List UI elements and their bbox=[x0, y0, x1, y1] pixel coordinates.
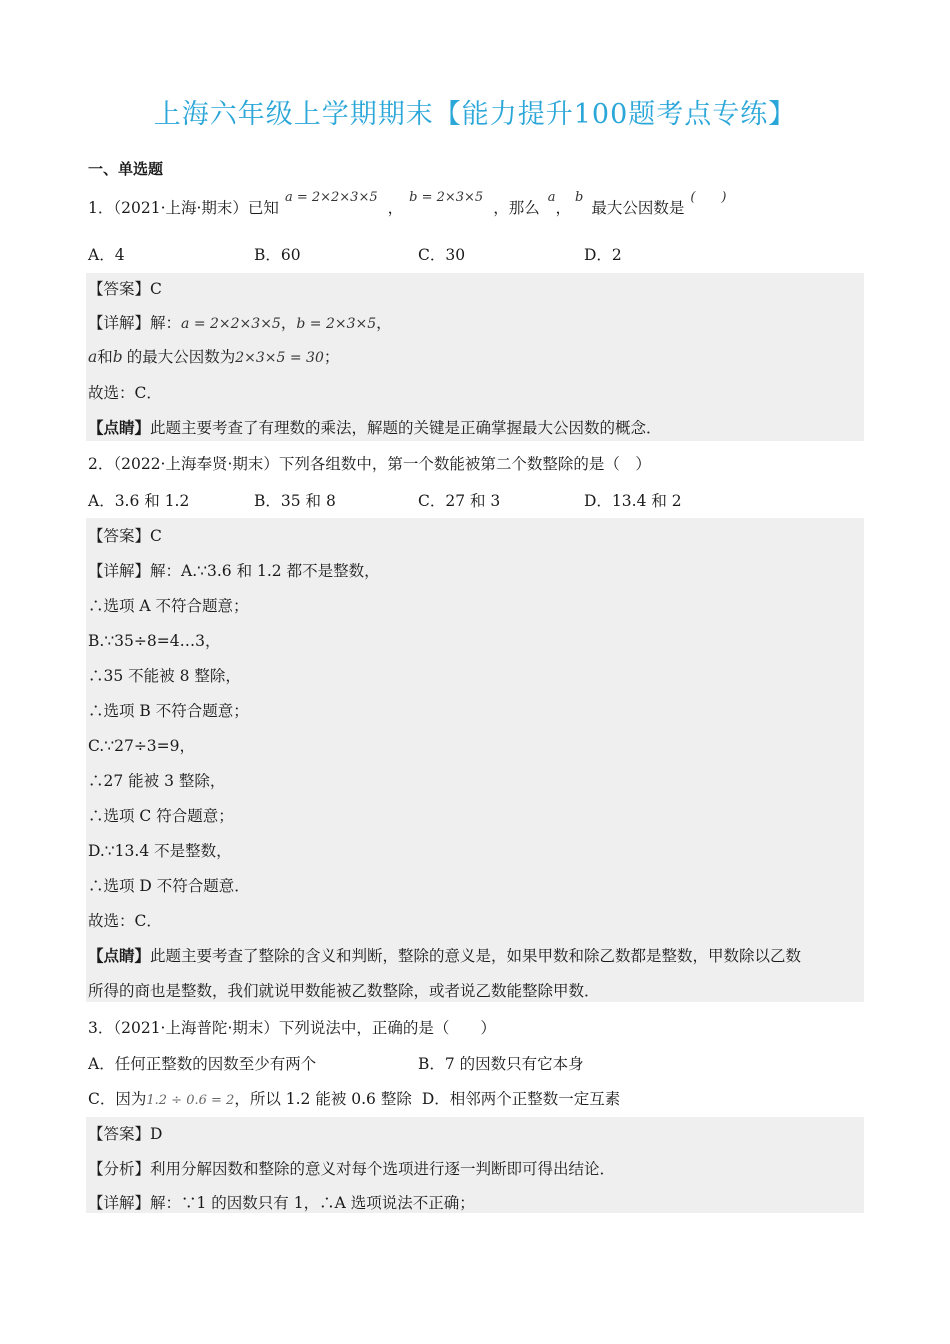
q1-detail-line2 bbox=[88, 345, 339, 367]
q2-solution-box bbox=[86, 518, 864, 1002]
q2-option-a: A．3.6 和 1.2 bbox=[88, 492, 190, 510]
q1-source: （2021·上海·期末）已知 bbox=[113, 199, 279, 217]
q2-detail-label: 【详解】 bbox=[88, 562, 151, 580]
q3-option-b: B．7 的因数只有它本身 bbox=[418, 1055, 584, 1073]
q1-paren: ( ) bbox=[690, 190, 727, 205]
q3-answer: 【答案】D bbox=[88, 1125, 163, 1143]
q1-expr-a: a = 2×2×3×5 bbox=[284, 190, 378, 205]
q1-point-text: 此题主要考查了有理数的乘法，解题的关键是正确掌握最大公因数的概念． bbox=[150, 419, 662, 437]
q1-option-d: D．2 bbox=[584, 246, 622, 264]
q1-option-c: C．30 bbox=[418, 246, 466, 264]
q2-line: D.∵13.4 不是整数， bbox=[88, 842, 232, 860]
q2-option-b: B．35 和 8 bbox=[254, 492, 336, 510]
q2-line: ∴35 不能被 8 整除， bbox=[88, 667, 241, 685]
q1-l2-expr: 2×3×5 = 30 bbox=[235, 350, 324, 366]
q1-detail-line1 bbox=[88, 311, 392, 333]
q1-point-label: 【点睛】 bbox=[88, 418, 151, 437]
q3-detail-text: 解：∵1 的因数只有 1，∴A 选项说法不正确； bbox=[150, 1194, 475, 1212]
q2-point-text1: 此题主要考查了整除的含义和判断，整除的意义是，如果甲数和除乙数都是整数，甲数除以乙数 bbox=[150, 947, 802, 965]
q1-detail-expr-b: b = 2×3×5 bbox=[296, 316, 377, 332]
q2-choose: 故选：C． bbox=[88, 912, 162, 930]
q1-choose: 故选：C． bbox=[88, 384, 162, 402]
q1-l2-text: 的最大公因数为 bbox=[126, 348, 236, 366]
q1-expr-b: b = 2×3×5 bbox=[409, 190, 484, 205]
q2-line: ∴选项 C 符合题意； bbox=[88, 807, 234, 825]
q1-detail-text: 解： bbox=[150, 314, 182, 332]
q1-l2-var-b: b bbox=[112, 348, 123, 366]
q1-option-b: B．60 bbox=[254, 246, 301, 264]
q1-var-b: b bbox=[575, 190, 584, 205]
q2-point-label: 【点睛】 bbox=[88, 946, 151, 965]
q2-option-c: C．27 和 3 bbox=[418, 492, 501, 510]
q2-line: ∴27 能被 3 整除， bbox=[88, 772, 226, 790]
q2-line: ∴选项 A 不符合题意； bbox=[88, 597, 249, 615]
q2-line: C.∵27÷3=9， bbox=[88, 737, 196, 755]
q1-l2-end: ； bbox=[323, 348, 340, 366]
q2-point-line2: 所得的商也是整数，我们就说甲数能被乙数整除，或者说乙数能整除甲数． bbox=[88, 982, 600, 1000]
q3-detail-label: 【详解】 bbox=[88, 1194, 151, 1212]
q1-detail-end: ， bbox=[376, 314, 392, 332]
q1-mid-text: ，那么 bbox=[493, 199, 540, 217]
q3-option-c-expr: 1.2 ÷ 0.6 = 2 bbox=[146, 1093, 235, 1108]
q1-option-a: A．4 bbox=[88, 246, 125, 264]
q1-tail: 最大公因数是 bbox=[591, 199, 685, 217]
q2-line: B.∵35÷8=4…3， bbox=[88, 632, 221, 650]
q1-point bbox=[88, 416, 662, 438]
q2-answer: 【答案】C bbox=[88, 527, 162, 545]
q3-analysis-text: 利用分解因数和整除的意义对每个选项进行逐一判断即可得出结论． bbox=[150, 1160, 616, 1178]
question-1-options bbox=[88, 243, 622, 265]
q3-analysis bbox=[88, 1157, 615, 1179]
q2-option-d: D．13.4 和 2 bbox=[584, 492, 682, 510]
q1-comma: ， bbox=[387, 199, 404, 217]
q3-option-c-post: ，所以 1.2 能被 0.6 整除 bbox=[234, 1090, 412, 1108]
q2-detail-line bbox=[88, 559, 380, 581]
section-heading: 一、单选题 bbox=[88, 160, 164, 178]
q3-solution-box bbox=[86, 1117, 864, 1213]
q3-analysis-label: 【分析】 bbox=[88, 1160, 151, 1178]
q1-detail-sep: ， bbox=[280, 314, 297, 332]
q2-line: ∴选项 D 不符合题意． bbox=[88, 877, 250, 895]
q1-var-a: a bbox=[547, 190, 556, 205]
q1-l2-and: 和 bbox=[97, 348, 113, 366]
q1-number: 1． bbox=[88, 199, 114, 217]
q3-option-a: A．任何正整数的因数至少有两个 bbox=[88, 1055, 317, 1073]
q2-line: ∴选项 B 不符合题意； bbox=[88, 702, 249, 720]
question-3-options-cd bbox=[88, 1087, 620, 1109]
q1-l2-var-a: a bbox=[88, 348, 98, 366]
question-3-stem: 3．（2021·上海普陀·期末）下列说法中，正确的是（ ） bbox=[88, 1019, 496, 1037]
q1-comma2: ， bbox=[555, 199, 571, 217]
q1-solution-box bbox=[86, 273, 864, 441]
q3-detail bbox=[88, 1191, 475, 1213]
question-3-options-ab bbox=[88, 1052, 584, 1074]
q1-answer: 【答案】C bbox=[88, 280, 162, 298]
q1-detail-label: 【详解】 bbox=[88, 314, 151, 332]
q2-detail-text: 解：A.∵3.6 和 1.2 都不是整数， bbox=[150, 562, 380, 580]
q1-detail-expr-a: a = 2×2×3×5 bbox=[181, 316, 281, 332]
q3-option-c-pre: C．因为 bbox=[88, 1090, 147, 1108]
q3-option-d: D．相邻两个正整数一定互素 bbox=[421, 1090, 621, 1108]
question-1-stem bbox=[88, 190, 727, 218]
question-2-options bbox=[88, 489, 682, 511]
q2-point-line1 bbox=[88, 944, 801, 966]
question-2-stem: 2．（2022·上海奉贤·期末）下列各组数中，第一个数能被第二个数整除的是（ ） bbox=[88, 455, 651, 473]
page-title: 上海六年级上学期期末【能力提升100题考点专练】 bbox=[153, 99, 797, 130]
